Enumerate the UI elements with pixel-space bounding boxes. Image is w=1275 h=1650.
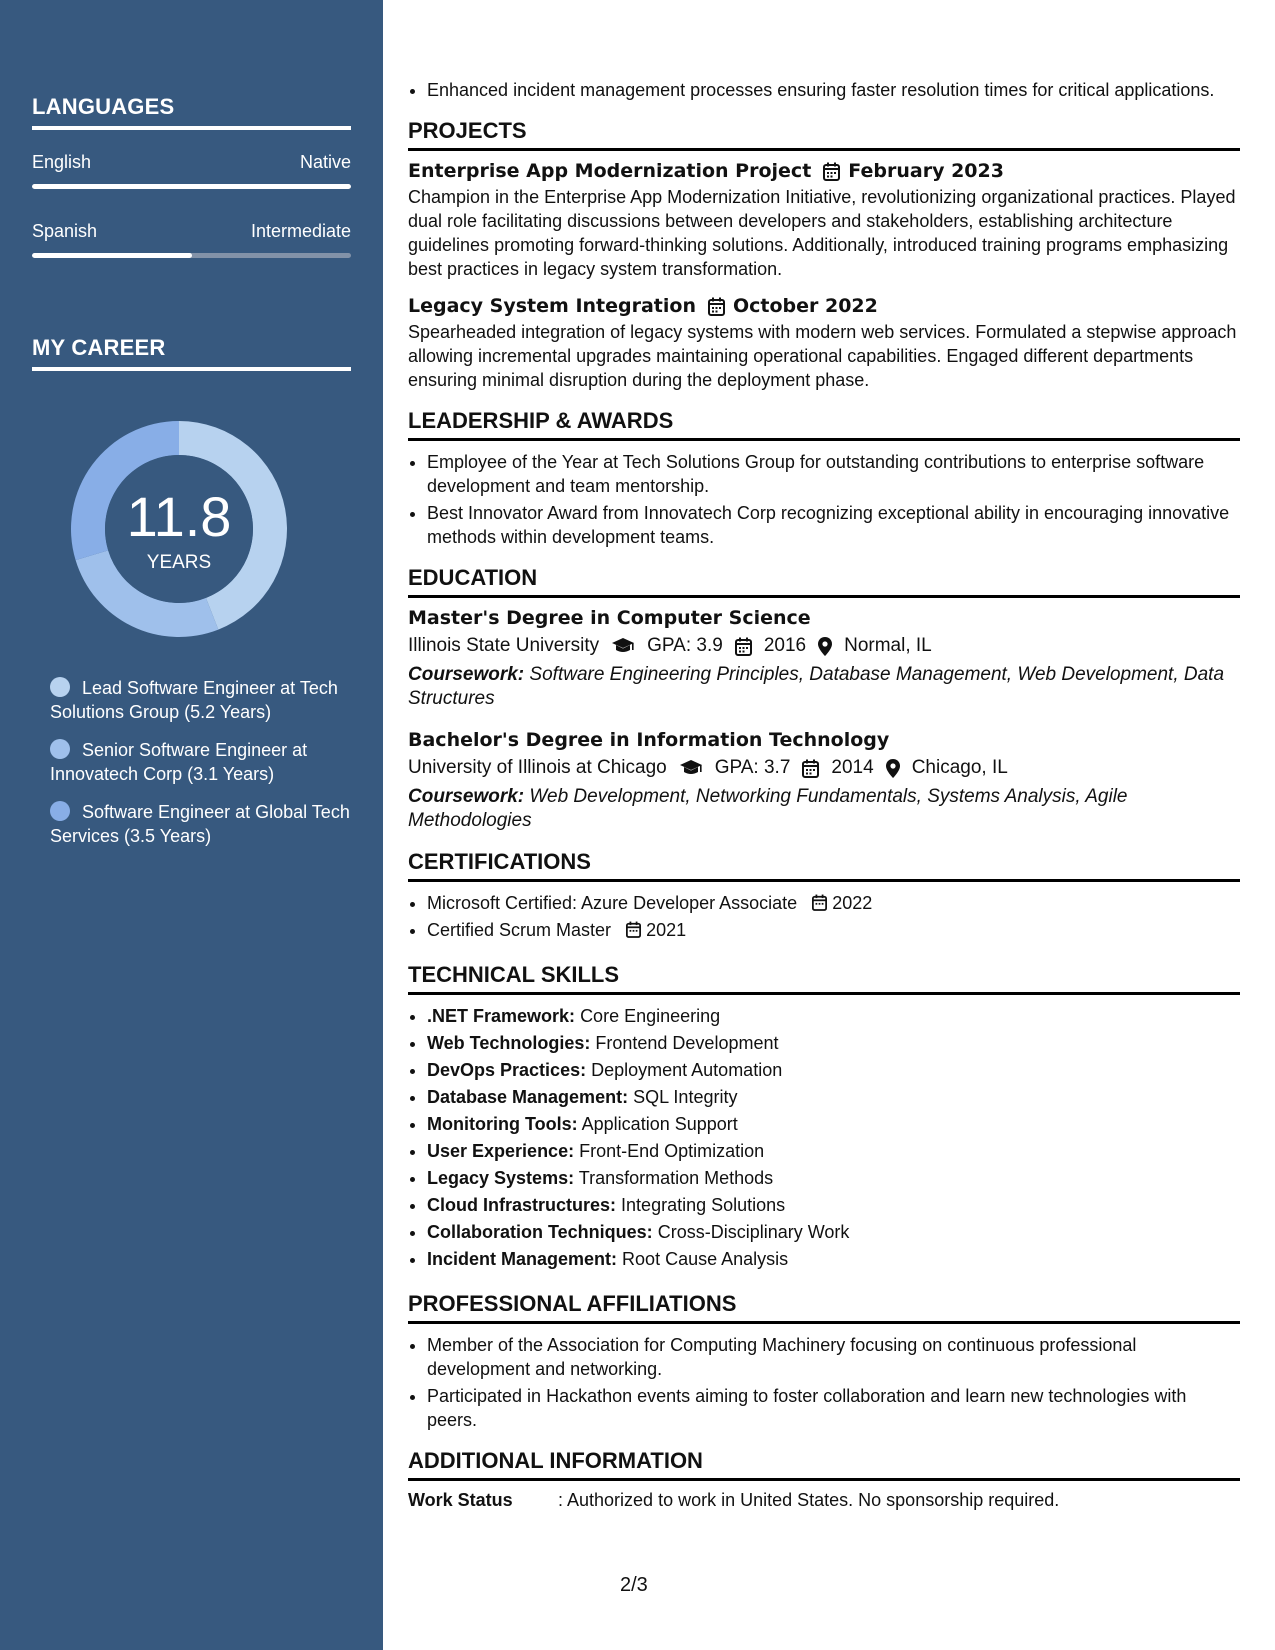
leadership-bullet: • Best Innovator Award from Innovatech Corp recognizing exceptional ability in encouraging innovative methods within development teams. [427,501,1240,549]
language-row-spanish [32,221,351,242]
certifications-heading: CERTIFICATIONS [408,849,1240,882]
skill-value: Transformation Methods [578,1168,774,1188]
project-date: February 2023 [848,160,1004,182]
work-status-row [408,1490,1240,1511]
skill-value: SQL Integrity [633,1087,738,1107]
project-description: Champion in the Enterprise App Modernization Initiative, revolutionizing organizational practices. Played dual role facilitating discussions between developers and stakeholders, establishing architecture guidelines promoting forward-thinking solutions. Additionally, introduced training programs emphasizing best practices in legacy system transformation. [408,187,1236,279]
skill-item [427,1004,1240,1028]
skill-name: Monitoring Tools: [427,1114,578,1134]
coursework-label: Coursework: [408,786,525,807]
skill-item [427,1193,1240,1217]
skill-item [427,1085,1240,1109]
career-legend-text: Lead Software Engineer at Tech Solutions Group (5.2 Years) [50,678,338,722]
coursework-label: Coursework: [408,664,525,685]
language-proficiency-fill [32,253,192,258]
certification-item [427,918,1240,942]
graduation-year: 2016 [763,635,807,656]
language-level: Native [299,152,351,172]
experience-tail-list [408,78,1240,102]
skill-item [427,1247,1240,1271]
project-entry [408,295,1240,392]
skill-value: Front-End Optimization [579,1141,765,1161]
calendar-icon [626,921,641,938]
skill-item [427,1058,1240,1082]
skill-name: User Experience: [427,1141,575,1161]
coursework-text: Software Engineering Principles, Database Management, Web Development, Data Structures [408,664,1225,709]
affiliation-bullet: • Participated in Hackathon events aiming to foster collaboration and learn new technologies with peers. [427,1384,1240,1432]
certification-year: 2022 [832,893,873,913]
project-description: Spearheaded integration of legacy systems with modern web services. Formulated a stepwise approach allowing incremental upgrades maintaining operational capabilities. Engaged different departments ensuring minimal disruption during the deployment phase. [408,322,1237,390]
calendar-icon [823,162,840,181]
certification-year: 2021 [646,920,687,940]
skill-item [427,1112,1240,1136]
language-level: Intermediate [250,221,351,241]
gpa: GPA: 3.7 [714,757,791,778]
skill-name: Collaboration Techniques: [427,1222,653,1242]
school-location: Chicago, IL [911,757,1008,778]
education-meta [408,757,1240,779]
skill-item [427,1139,1240,1163]
affiliation-bullet: • Member of the Association for Computing Machinery focusing on continuous professional development and networking. [427,1333,1240,1381]
location-pin-icon [818,637,832,656]
calendar-icon [802,759,819,778]
leadership-heading: LEADERSHIP & AWARDS [408,408,1240,441]
career-total-value: 11.8 [126,485,232,548]
skill-item [427,1220,1240,1244]
skill-value: Core Engineering [580,1006,721,1026]
career-heading: MY CAREER [32,335,351,371]
location-pin-icon [886,759,900,778]
graduation-cap-icon [611,637,635,655]
certification-name: Certified Scrum Master [427,920,612,940]
project-title-row [408,160,1240,182]
certification-item [427,891,1240,915]
calendar-icon [708,297,725,316]
legend-dot-icon [50,801,70,821]
school-name: Illinois State University [408,635,600,656]
skill-value: Deployment Automation [591,1060,783,1080]
language-name: English [32,152,92,172]
leadership-list [408,450,1240,549]
affiliations-list [408,1333,1240,1432]
languages-heading: LANGUAGES [32,94,351,130]
projects-heading: PROJECTS [408,118,1240,151]
career-legend-item [50,676,350,724]
career-legend-text: Senior Software Engineer at Innovatech Corp (3.1 Years) [50,740,308,784]
skill-name: DevOps Practices: [427,1060,587,1080]
calendar-icon [735,637,752,656]
education-meta [408,635,1240,657]
additional-info-heading: ADDITIONAL INFORMATION [408,1448,1240,1481]
project-title: Enterprise App Modernization Project [408,160,812,182]
language-proficiency-fill [32,184,351,189]
project-title-row [408,295,1240,317]
skill-name: Cloud Infrastructures: [427,1195,617,1215]
skill-value: Frontend Development [595,1033,779,1053]
language-name: Spanish [32,221,98,241]
coursework-text: Web Development, Networking Fundamentals, Systems Analysis, Agile Methodologies [408,786,1128,831]
skills-heading: TECHNICAL SKILLS [408,962,1240,995]
leadership-bullet: • Employee of the Year at Tech Solutions Group for outstanding contributions to enterprise software development and team mentorship. [427,450,1240,498]
skill-value: Cross-Disciplinary Work [657,1222,850,1242]
career-total-unit: YEARS [146,552,212,573]
career-legend-item [50,738,350,786]
skill-value: Application Support [581,1114,738,1134]
gpa: GPA: 3.9 [647,635,723,656]
project-date: October 2022 [732,295,878,317]
experience-bullet: • Enhanced incident management processes ensuring faster resolution times for critical applications. [427,78,1240,102]
skills-list [408,1004,1240,1271]
certifications-list [408,891,1240,942]
affiliations-heading: PROFESSIONAL AFFILIATIONS [408,1291,1240,1324]
education-entry [408,729,1240,833]
career-donut-chart [64,414,294,644]
education-heading: EDUCATION [408,565,1240,598]
legend-dot-icon [50,677,70,697]
education-entry [408,607,1240,711]
coursework [408,663,1240,711]
project-title: Legacy System Integration [408,295,696,317]
graduation-year: 2014 [831,757,874,778]
work-status-label: Work Status [408,1490,513,1510]
skill-item [427,1031,1240,1055]
sidebar [0,0,383,1650]
project-entry [408,160,1240,281]
skill-name: .NET Framework: [427,1006,576,1026]
skill-value: Root Cause Analysis [622,1249,789,1269]
skill-item [427,1166,1240,1190]
calendar-icon [812,894,827,911]
coursework [408,785,1240,833]
career-legend [50,676,350,862]
skill-name: Database Management: [427,1087,629,1107]
school-name: University of Illinois at Chicago [408,757,667,778]
language-proficiency-bar [32,253,351,258]
degree-title: Bachelor's Degree in Information Technology [408,729,890,751]
degree-title: Master's Degree in Computer Science [408,607,811,629]
skill-name: Incident Management: [427,1249,618,1269]
career-legend-text: Software Engineer at Global Tech Services (3.5 Years) [50,802,350,846]
main-content [408,78,1240,1511]
career-legend-item [50,800,350,848]
certification-name: Microsoft Certified: Azure Developer Associate [427,893,798,913]
page-number: 2/3 [620,1574,648,1596]
skill-name: Web Technologies: [427,1033,591,1053]
legend-dot-icon [50,739,70,759]
language-row-english [32,152,351,173]
skill-name: Legacy Systems: [427,1168,575,1188]
graduation-cap-icon [679,759,703,777]
work-status-value: : Authorized to work in United States. No sponsorship required. [558,1490,1060,1510]
skill-value: Integrating Solutions [621,1195,786,1215]
school-location: Normal, IL [844,635,932,656]
language-proficiency-bar [32,184,351,189]
